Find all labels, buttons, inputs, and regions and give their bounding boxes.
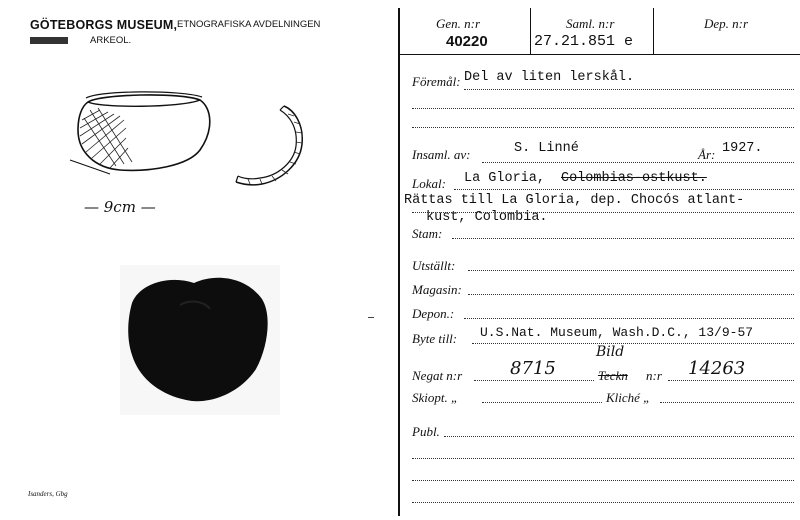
header-divider-2 xyxy=(653,8,654,54)
photo-frame xyxy=(120,265,280,415)
lokal-value: La Gloria, xyxy=(464,171,546,186)
magasin-label: Magasin: xyxy=(412,282,462,297)
section-name: ARKEOL. xyxy=(90,35,132,46)
teckn-value: 14263 xyxy=(688,358,746,379)
dep-label: Dep. n:r xyxy=(704,16,749,31)
profile-sketch xyxy=(232,100,322,190)
publ-line-2 xyxy=(412,458,794,459)
teckn-label: Teckn xyxy=(598,368,628,383)
bild-note: Bild xyxy=(596,344,625,360)
negat-line xyxy=(474,380,594,381)
struck-section-label xyxy=(30,37,68,44)
header-divider-1 xyxy=(530,8,531,54)
card-left-panel xyxy=(0,0,398,520)
bowl-sketch xyxy=(60,90,230,180)
publ-line xyxy=(444,436,794,437)
utstallt-label: Utställt: xyxy=(412,258,456,273)
lokal-line-2 xyxy=(412,212,794,213)
teckn-nr-label: n:r xyxy=(646,368,662,383)
insaml-value: S. Linné xyxy=(514,141,579,156)
ar-label: År: xyxy=(698,147,716,162)
stam-line xyxy=(452,238,794,239)
depon-line xyxy=(464,318,794,319)
gen-label: Gen. n:r xyxy=(436,16,481,31)
foremal-line xyxy=(464,89,794,90)
foremal-value: Del av liten lerskål. xyxy=(464,70,635,85)
skiopt-line xyxy=(482,402,602,403)
foremal-line-3 xyxy=(412,127,794,128)
tick-mark xyxy=(368,317,374,318)
catalog-form xyxy=(398,0,800,520)
sherd-photo xyxy=(120,265,280,415)
ar-value: 1927. xyxy=(722,141,763,156)
stam-label: Stam: xyxy=(412,226,443,241)
lokal-correction-2: kust, Colombia. xyxy=(426,210,548,225)
magasin-line xyxy=(468,294,794,295)
saml-number: 27.21.851 e xyxy=(534,33,634,50)
byte-line xyxy=(472,343,794,344)
foremal-label: Föremål: xyxy=(412,74,461,89)
negat-value: 8715 xyxy=(510,358,556,379)
lokal-line xyxy=(454,189,794,190)
depon-label: Depon.: xyxy=(412,306,455,321)
museum-name: GÖTEBORGS MUSEUM, xyxy=(30,18,178,32)
utstallt-line xyxy=(468,270,794,271)
saml-label: Saml. n:r xyxy=(566,16,615,31)
printer-mark: Isanders, Gbg xyxy=(28,490,68,498)
header-bottom-rule xyxy=(398,54,800,55)
negat-label: Negat n:r xyxy=(412,368,463,383)
publ-label: Publ. xyxy=(412,424,440,439)
publ-line-3 xyxy=(412,480,794,481)
lokal-label: Lokal: xyxy=(412,176,446,191)
kliche-label: Kliché „ xyxy=(606,390,651,405)
foremal-line-2 xyxy=(412,108,794,109)
department-name: ETNOGRAFISKA AVDELNINGEN xyxy=(177,19,321,30)
byte-value: U.S.Nat. Museum, Wash.D.C., 13/9-57 xyxy=(480,325,754,340)
kliche-line xyxy=(660,402,794,403)
byte-label: Byte till: xyxy=(412,331,458,346)
publ-line-4 xyxy=(412,502,794,503)
card-left-border xyxy=(398,8,400,516)
lokal-struck-text: Colombias-ostkust. xyxy=(561,171,707,186)
skiopt-label: Skiopt. „ xyxy=(412,390,459,405)
teckn-line xyxy=(668,380,794,381)
insaml-line xyxy=(482,162,794,163)
scale-note: — 9cm — xyxy=(84,198,156,216)
lokal-correction-1: Rättas till La Gloria, dep. Chocós atlant- xyxy=(404,193,745,208)
insaml-label: Insaml. av: xyxy=(412,147,471,162)
gen-number: 40220 xyxy=(446,33,488,50)
